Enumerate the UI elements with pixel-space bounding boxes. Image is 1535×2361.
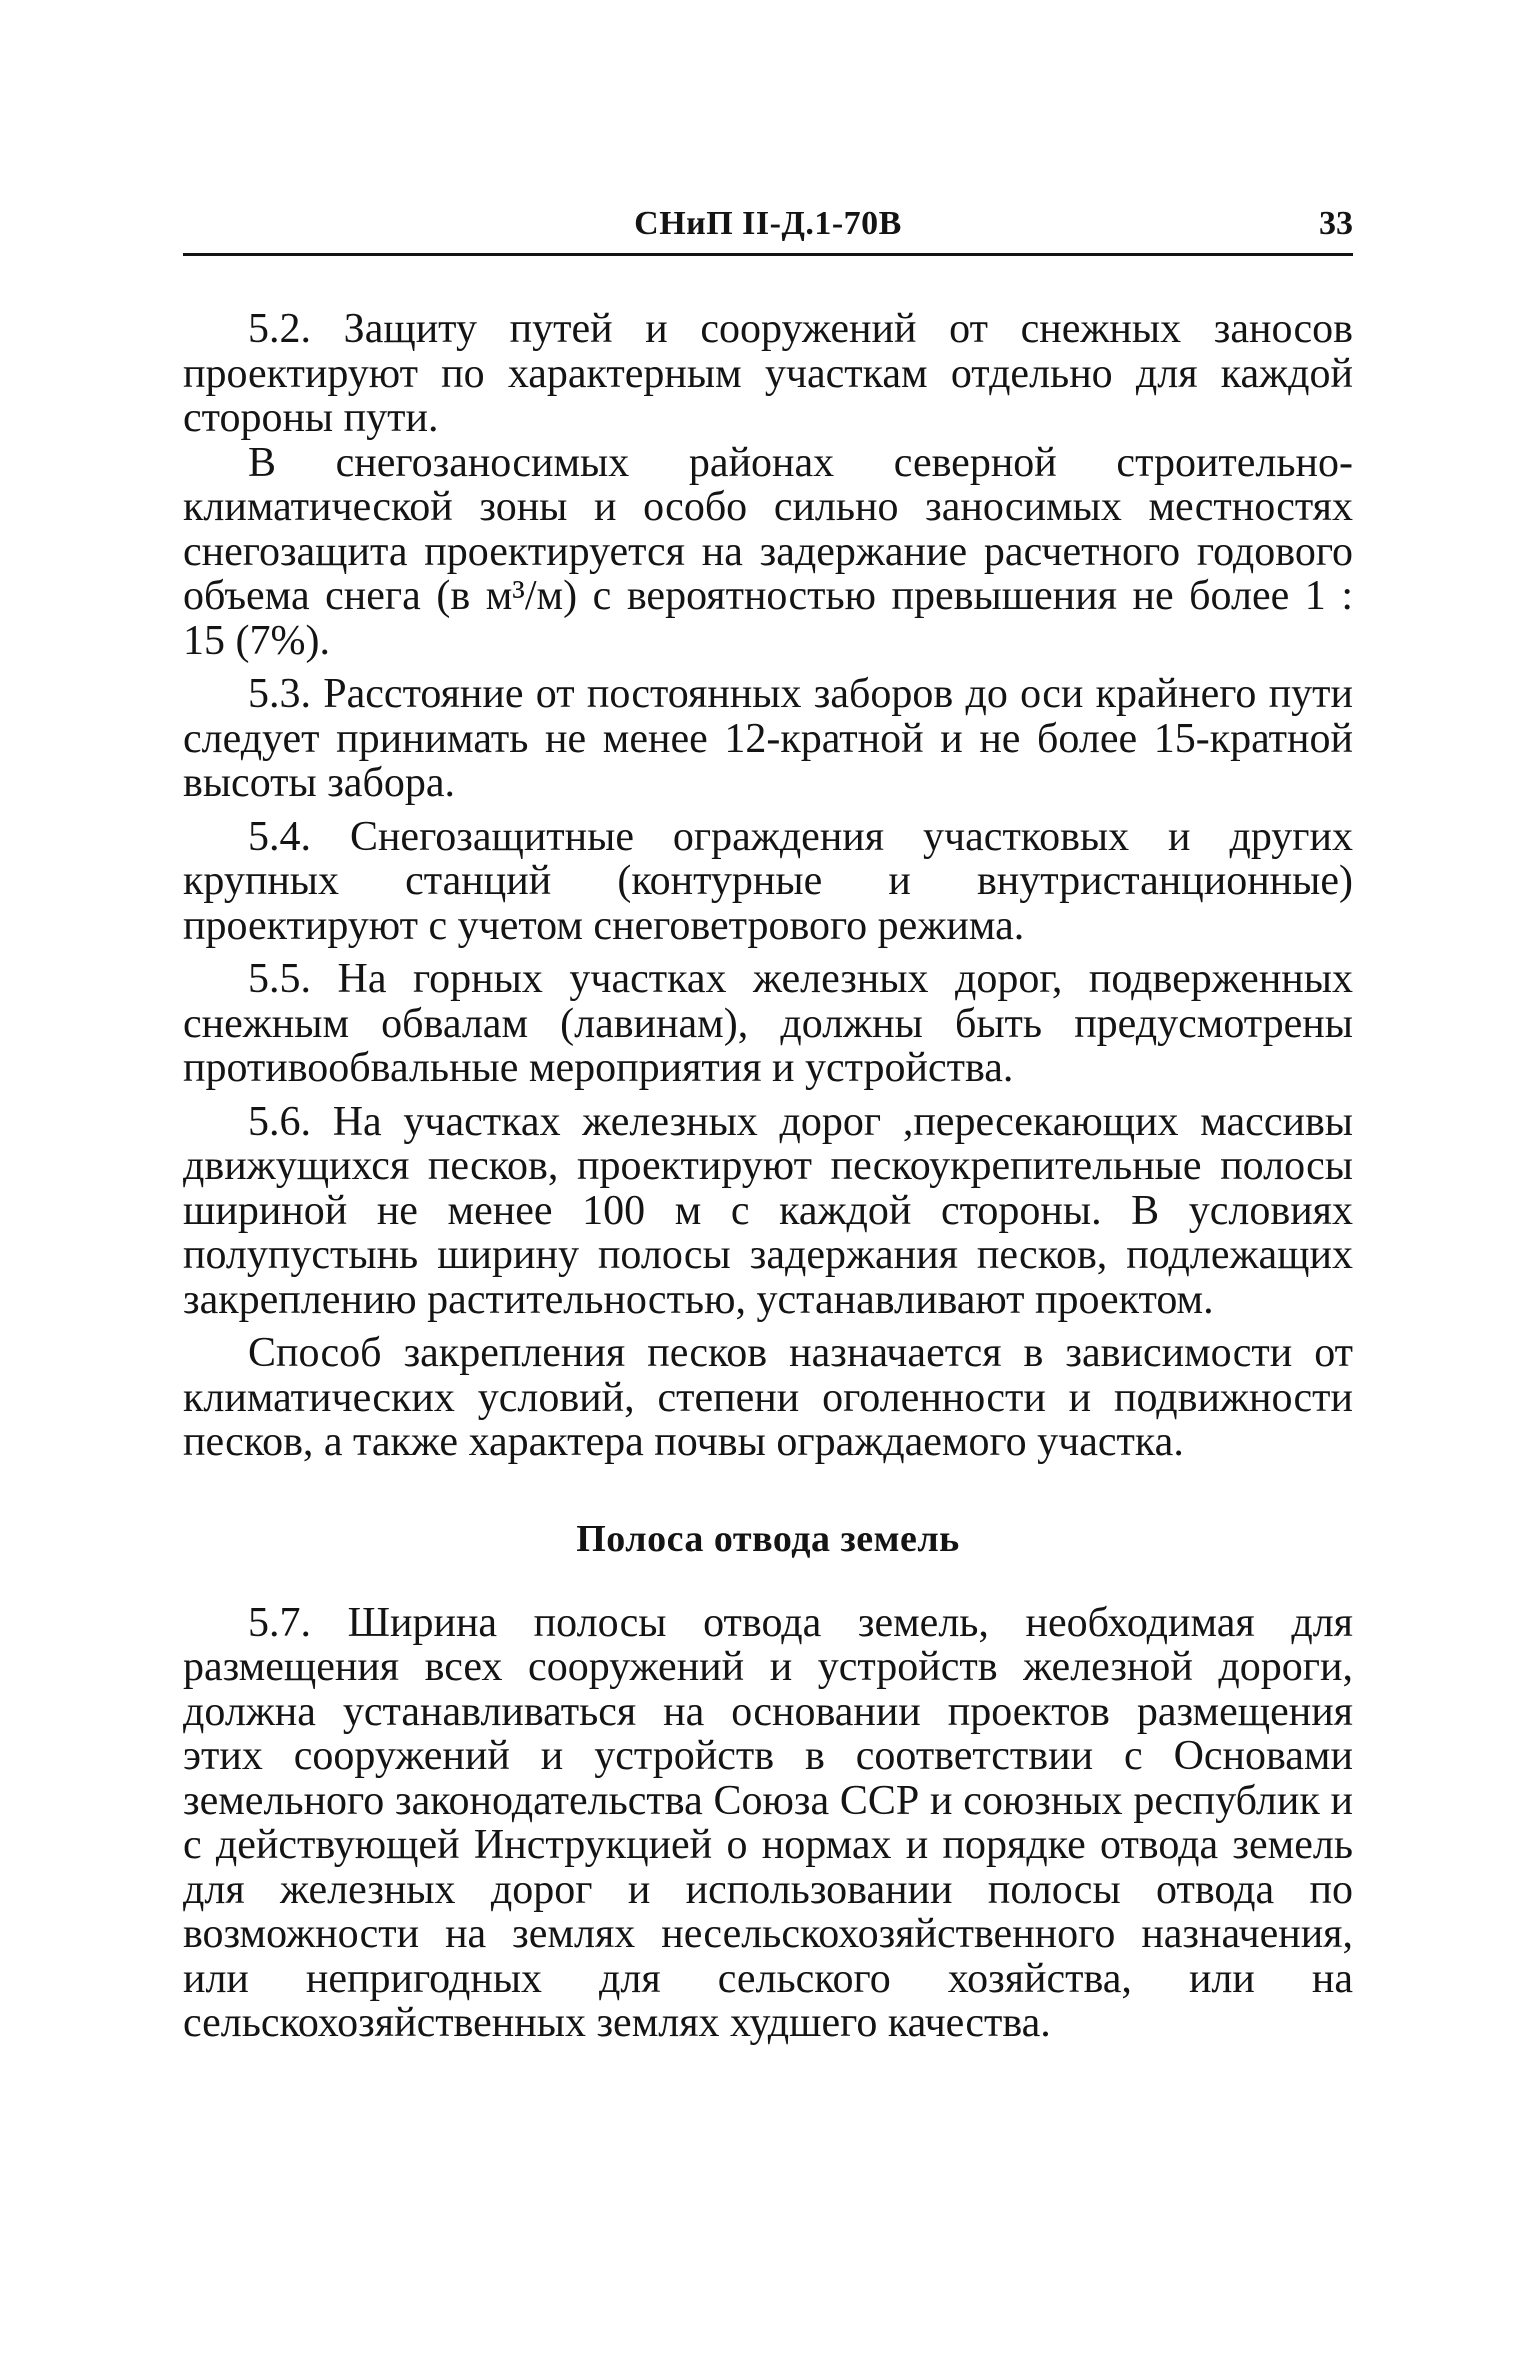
document-body [183, 307, 1353, 2046]
page-number: 33 [1319, 205, 1353, 242]
header-rule [183, 253, 1353, 256]
paragraph-5-4: 5.4. Снегозащитные ограждения участковых и других крупных станций (контурные и внутристанционные) проектируют с учетом снеговетрового режима. [183, 813, 1353, 949]
section-heading: Полоса отвода земель [576, 1517, 960, 1560]
paragraph-5-7: 5.7. Ширина полосы отвода земель, необходимая для размещения всех сооружений и устройств железной дороги, должна устанавливаться на основании проектов размещения этих сооружений и устройств в соответствии с Основами земельного законодательства Союза ССР и союзных республик и с действующей Инструкцией о нормах и порядке отвода земель для железных дорог и использовании полосы отвода по возможности на землях несельскохозяйственного назначения, или непригодных для сельского хозяйства, или на сельскохозяйственных землях худшего качества. [183, 1599, 1353, 2046]
paragraph-snow-zone: В снегозаносимых районах северной строительно-климатической зоны и особо сильно заносимых местностях снегозащита проектируется на задержание расчетного годового объема снега (в м³/м) с вероятностью превышения не более 1 : 15 (7%). [183, 439, 1353, 664]
paragraph-5-5: 5.5. На горных участках железных дорог, подверженных снежным обвалам (лавинам), должны быть предусмотрены противообвальные мероприятия и устройства. [183, 956, 1353, 1091]
header-title: СНиП II-Д.1-70В [634, 205, 902, 242]
paragraph-5-6: 5.6. На участках железных дорог ,пересекающих массивы движущихся песков, проектируют пескоукрепительные полосы шириной не менее 100 м с каждой стороны. В условиях полупустынь ширину полосы задержания песков, подлежащих закреплению растительностью, устанавливают проектом. [183, 1098, 1353, 1323]
paragraph-5-2: 5.2. Защиту путей и сооружений от снежных заносов проектируют по характерным участкам отдельно для каждой стороны пути. [183, 306, 1353, 441]
document-page [183, 205, 1353, 2046]
running-header [183, 205, 1353, 255]
paragraph-sand-fixing: Способ закрепления песков назначается в зависимости от климатических условий, степени оголенности и подвижности песков, а также характера почвы ограждаемого участка. [183, 1330, 1353, 1465]
paragraph-5-3: 5.3. Расстояние от постоянных заборов до оси крайнего пути следует принимать не менее 12-кратной и не более 15-кратной высоты забора. [183, 671, 1353, 806]
